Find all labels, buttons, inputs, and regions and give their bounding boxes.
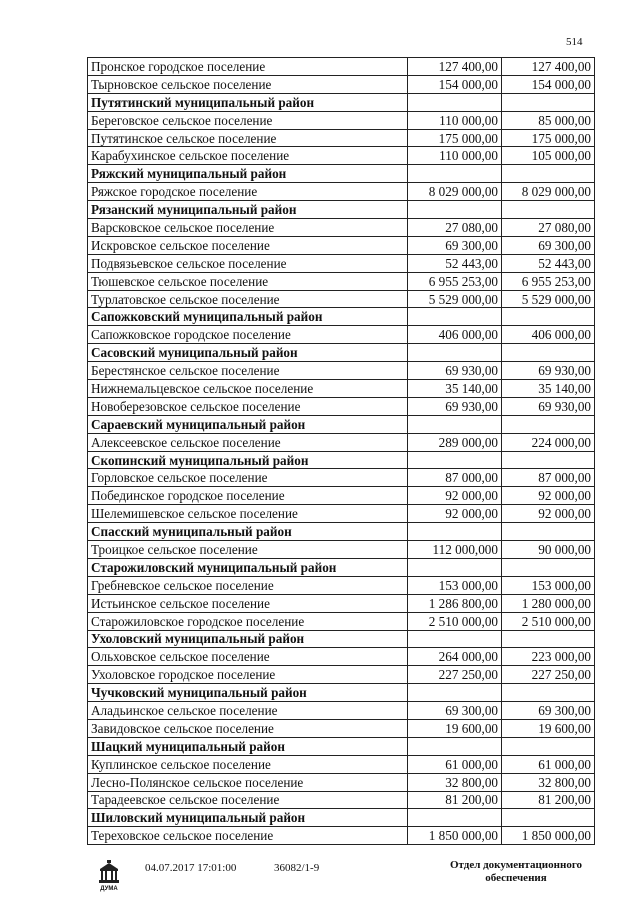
table-row — [88, 397, 595, 415]
settlement-name: Ольховское сельское поселение — [88, 648, 408, 666]
amount-planned: 264 000,00 — [408, 648, 502, 666]
settlement-name: Истьинское сельское поселение — [88, 594, 408, 612]
table-row — [88, 362, 595, 380]
amount-actual: 85 000,00 — [502, 111, 595, 129]
table-row — [88, 791, 595, 809]
amount-actual — [502, 558, 595, 576]
table-row — [88, 755, 595, 773]
amount-planned: 92 000,00 — [408, 487, 502, 505]
amount-actual: 105 000,00 — [502, 147, 595, 165]
amount-actual — [502, 737, 595, 755]
amount-actual: 19 600,00 — [502, 719, 595, 737]
district-row — [88, 523, 595, 541]
amount-actual: 52 443,00 — [502, 254, 595, 272]
amount-planned: 6 955 253,00 — [408, 272, 502, 290]
table-row — [88, 702, 595, 720]
stamp-doc-code: 36082/1-9 — [274, 862, 320, 874]
district-row — [88, 451, 595, 469]
amount-actual: 69 930,00 — [502, 397, 595, 415]
amount-planned — [408, 308, 502, 326]
settlement-name: Ряжское городское поселение — [88, 183, 408, 201]
district-name: Ухоловский муниципальный район — [88, 630, 408, 648]
amount-planned: 110 000,00 — [408, 147, 502, 165]
amount-planned: 69 930,00 — [408, 362, 502, 380]
department-line-1: Отдел документационного — [449, 859, 583, 871]
amount-actual: 92 000,00 — [502, 505, 595, 523]
table-row — [88, 541, 595, 559]
table-row — [88, 111, 595, 129]
settlement-name: Куплинское сельское поселение — [88, 755, 408, 773]
amount-planned: 69 930,00 — [408, 397, 502, 415]
district-row — [88, 344, 595, 362]
amount-planned — [408, 93, 502, 111]
amount-actual — [502, 344, 595, 362]
table-row — [88, 469, 595, 487]
settlement-name: Искровское сельское поселение — [88, 236, 408, 254]
amount-planned: 61 000,00 — [408, 755, 502, 773]
amount-actual — [502, 451, 595, 469]
settlement-name: Тырновское сельское поселение — [88, 75, 408, 93]
amount-actual: 2 510 000,00 — [502, 612, 595, 630]
table-row — [88, 719, 595, 737]
settlement-name: Тюшевское сельское поселение — [88, 272, 408, 290]
amount-planned — [408, 630, 502, 648]
district-name: Сапожковский муниципальный район — [88, 308, 408, 326]
settlement-name: Шелемишевское сельское поселение — [88, 505, 408, 523]
table-row — [88, 487, 595, 505]
settlement-name: Подвязьевское сельское поселение — [88, 254, 408, 272]
amount-actual: 1 850 000,00 — [502, 827, 595, 845]
settlement-name: Троицкое сельское поселение — [88, 541, 408, 559]
stamp-timestamp: 04.07.2017 17:01:00 — [145, 862, 237, 874]
settlement-name: Турлатовское сельское поселение — [88, 290, 408, 308]
settlement-name: Горловское сельское поселение — [88, 469, 408, 487]
table-row — [88, 505, 595, 523]
settlement-name: Завидовское сельское поселение — [88, 719, 408, 737]
table-row — [88, 129, 595, 147]
district-row — [88, 684, 595, 702]
amount-planned — [408, 415, 502, 433]
amount-planned: 92 000,00 — [408, 505, 502, 523]
district-name: Шиловский муниципальный район — [88, 809, 408, 827]
district-row — [88, 415, 595, 433]
amount-planned — [408, 737, 502, 755]
amount-planned: 1 286 800,00 — [408, 594, 502, 612]
district-name: Спасский муниципальный район — [88, 523, 408, 541]
district-row — [88, 558, 595, 576]
table-row — [88, 254, 595, 272]
amount-actual: 175 000,00 — [502, 129, 595, 147]
department-line-2: обеспечения — [485, 872, 547, 884]
table-row — [88, 183, 595, 201]
table-row — [88, 219, 595, 237]
amount-planned — [408, 523, 502, 541]
amount-planned: 110 000,00 — [408, 111, 502, 129]
amount-planned — [408, 165, 502, 183]
page-number: 514 — [566, 36, 583, 48]
amount-planned: 27 080,00 — [408, 219, 502, 237]
district-name: Сараевский муниципальный район — [88, 415, 408, 433]
table-row — [88, 58, 595, 76]
amount-planned: 5 529 000,00 — [408, 290, 502, 308]
district-row — [88, 93, 595, 111]
amount-planned: 52 443,00 — [408, 254, 502, 272]
amount-actual: 224 000,00 — [502, 433, 595, 451]
settlement-name: Нижнемальцевское сельское поселение — [88, 380, 408, 398]
table-row — [88, 576, 595, 594]
amount-planned: 227 250,00 — [408, 666, 502, 684]
district-name: Шацкий муниципальный район — [88, 737, 408, 755]
table-row — [88, 75, 595, 93]
settlement-name: Гребневское сельское поселение — [88, 576, 408, 594]
amount-planned: 153 000,00 — [408, 576, 502, 594]
amount-actual: 27 080,00 — [502, 219, 595, 237]
amount-actual: 69 300,00 — [502, 236, 595, 254]
budget-table — [87, 57, 595, 845]
amount-planned: 154 000,00 — [408, 75, 502, 93]
amount-actual: 90 000,00 — [502, 541, 595, 559]
amount-actual: 127 400,00 — [502, 58, 595, 76]
settlement-name: Варсковское сельское поселение — [88, 219, 408, 237]
amount-planned: 289 000,00 — [408, 433, 502, 451]
amount-planned — [408, 809, 502, 827]
settlement-name: Путятинское сельское поселение — [88, 129, 408, 147]
district-row — [88, 165, 595, 183]
settlement-name: Новоберезовское сельское поселение — [88, 397, 408, 415]
district-name: Скопинский муниципальный район — [88, 451, 408, 469]
settlement-name: Старожиловское городское поселение — [88, 612, 408, 630]
budget-table-body — [88, 58, 595, 845]
district-name: Ряжский муниципальный район — [88, 165, 408, 183]
amount-actual: 5 529 000,00 — [502, 290, 595, 308]
table-row — [88, 594, 595, 612]
amount-actual: 61 000,00 — [502, 755, 595, 773]
settlement-name: Тарадеевское сельское поселение — [88, 791, 408, 809]
amount-planned: 8 029 000,00 — [408, 183, 502, 201]
table-row — [88, 290, 595, 308]
amount-actual: 92 000,00 — [502, 487, 595, 505]
amount-actual — [502, 684, 595, 702]
settlement-name: Карабухинское сельское поселение — [88, 147, 408, 165]
footer — [0, 858, 640, 898]
amount-actual: 8 029 000,00 — [502, 183, 595, 201]
district-name: Путятинский муниципальный район — [88, 93, 408, 111]
district-row — [88, 308, 595, 326]
duma-building-icon — [98, 860, 120, 886]
amount-actual: 69 930,00 — [502, 362, 595, 380]
amount-planned: 406 000,00 — [408, 326, 502, 344]
amount-planned — [408, 344, 502, 362]
table-row — [88, 612, 595, 630]
table-row — [88, 648, 595, 666]
table-row — [88, 272, 595, 290]
amount-planned: 32 800,00 — [408, 773, 502, 791]
amount-actual: 6 955 253,00 — [502, 272, 595, 290]
district-name: Старожиловский муниципальный район — [88, 558, 408, 576]
amount-planned: 1 850 000,00 — [408, 827, 502, 845]
district-name: Сасовский муниципальный район — [88, 344, 408, 362]
table-row — [88, 326, 595, 344]
amount-actual: 35 140,00 — [502, 380, 595, 398]
table-row — [88, 827, 595, 845]
amount-actual — [502, 201, 595, 219]
amount-actual — [502, 93, 595, 111]
amount-actual: 406 000,00 — [502, 326, 595, 344]
settlement-name: Сапожковское городское поселение — [88, 326, 408, 344]
amount-actual — [502, 630, 595, 648]
district-name: Рязанский муниципальный район — [88, 201, 408, 219]
amount-actual — [502, 809, 595, 827]
amount-actual — [502, 308, 595, 326]
settlement-name: Береговское сельское поселение — [88, 111, 408, 129]
amount-actual — [502, 165, 595, 183]
settlement-name: Ухоловское городское поселение — [88, 666, 408, 684]
district-name: Чучковский муниципальный район — [88, 684, 408, 702]
settlement-name: Аладьинское сельское поселение — [88, 702, 408, 720]
amount-actual: 87 000,00 — [502, 469, 595, 487]
amount-planned: 127 400,00 — [408, 58, 502, 76]
amount-planned: 112 000,000 — [408, 541, 502, 559]
district-row — [88, 201, 595, 219]
amount-actual — [502, 523, 595, 541]
amount-actual: 153 000,00 — [502, 576, 595, 594]
district-row — [88, 737, 595, 755]
district-row — [88, 630, 595, 648]
logo-text: ДУМА — [100, 886, 118, 892]
amount-actual: 32 800,00 — [502, 773, 595, 791]
amount-planned: 175 000,00 — [408, 129, 502, 147]
amount-actual: 69 300,00 — [502, 702, 595, 720]
amount-actual: 223 000,00 — [502, 648, 595, 666]
amount-actual: 227 250,00 — [502, 666, 595, 684]
amount-planned — [408, 451, 502, 469]
table-row — [88, 666, 595, 684]
amount-planned: 35 140,00 — [408, 380, 502, 398]
table-row — [88, 236, 595, 254]
amount-planned: 69 300,00 — [408, 702, 502, 720]
amount-actual — [502, 415, 595, 433]
table-row — [88, 380, 595, 398]
amount-planned: 87 000,00 — [408, 469, 502, 487]
settlement-name: Побединское городское поселение — [88, 487, 408, 505]
amount-actual: 154 000,00 — [502, 75, 595, 93]
table-row — [88, 147, 595, 165]
department-label — [446, 859, 586, 885]
settlement-name: Алексеевское сельское поселение — [88, 433, 408, 451]
amount-planned — [408, 558, 502, 576]
settlement-name: Пронское городское поселение — [88, 58, 408, 76]
amount-planned: 69 300,00 — [408, 236, 502, 254]
district-row — [88, 809, 595, 827]
settlement-name: Тереховское сельское поселение — [88, 827, 408, 845]
amount-planned: 2 510 000,00 — [408, 612, 502, 630]
amount-planned — [408, 684, 502, 702]
settlement-name: Берестянское сельское поселение — [88, 362, 408, 380]
table-row — [88, 433, 595, 451]
amount-planned: 19 600,00 — [408, 719, 502, 737]
table-row — [88, 773, 595, 791]
amount-planned: 81 200,00 — [408, 791, 502, 809]
amount-planned — [408, 201, 502, 219]
settlement-name: Лесно-Полянское сельское поселение — [88, 773, 408, 791]
amount-actual: 1 280 000,00 — [502, 594, 595, 612]
amount-actual: 81 200,00 — [502, 791, 595, 809]
